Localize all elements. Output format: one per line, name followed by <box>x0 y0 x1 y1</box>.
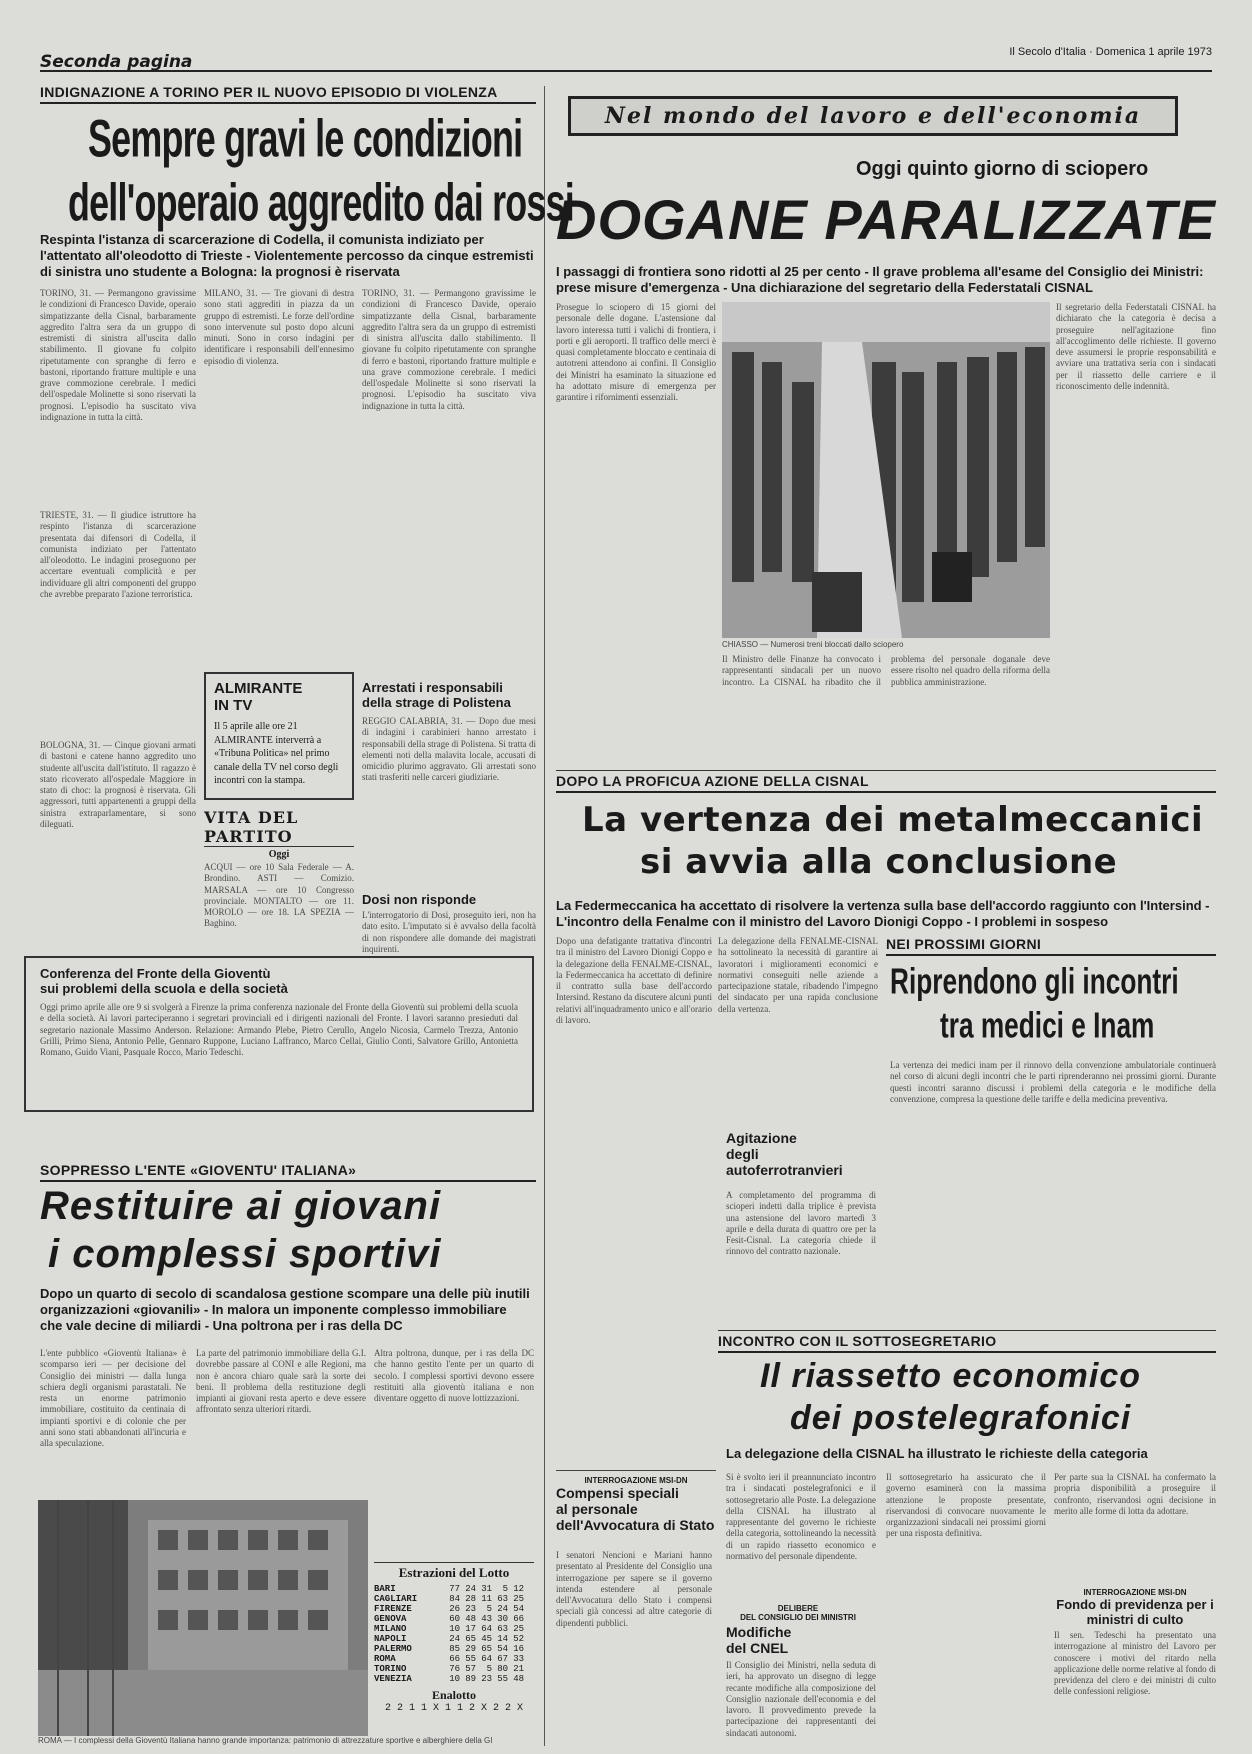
culto-body: Il sen. Tedeschi ha presentato una interrogazione al ministro del Lavoro per conoscere i motivi del ritardo nella applicazione delle norme relative al fondo di previdenza del clero e dei ministri di culto delle confessioni religiose. <box>1054 1630 1216 1697</box>
avvocatura-title-2: al personale <box>556 1501 638 1517</box>
lotto-number: 63 <box>497 1624 508 1634</box>
almirante-body: Il 5 aprile alle ore 21 ALMIRANTE interverrà a «Tribuna Politica» nel primo canale della TV nel corso degli incontri con la stampa. <box>214 721 339 786</box>
lotto-city: TORINO <box>374 1664 407 1674</box>
lotto-number: 64 <box>481 1654 492 1664</box>
lotto-number: 54 <box>497 1644 508 1654</box>
lotto-number: 84 <box>449 1594 460 1604</box>
lotto-number: 76 <box>449 1664 460 1674</box>
gioventu-headline-1: Restituire ai giovani <box>40 1184 442 1228</box>
poste-body-c: Per parte sua la CISNAL ha confermato la propria disponibilità a proseguire il confronto, riservandosi ogni decisione in merito alle forme di lotta da adottare. <box>1054 1472 1216 1516</box>
header-rule <box>40 70 1212 72</box>
gioventu-photo <box>38 1500 368 1736</box>
lotto-number: 77 <box>449 1584 460 1594</box>
lotto-number: 26 <box>449 1604 460 1614</box>
lotto-row <box>374 1664 534 1674</box>
avvocatura-title-1: Compensi speciali <box>556 1485 679 1501</box>
polistena-title: Arrestati i responsabili della strage di Polistena <box>362 680 511 710</box>
lotto-number: 48 <box>465 1614 476 1624</box>
lotto-row <box>374 1634 534 1644</box>
poste-kicker: INCONTRO CON IL SOTTOSEGRETARIO <box>718 1330 1216 1353</box>
lotto-city: CAGLIARI <box>374 1594 418 1604</box>
lotto-number: 43 <box>481 1614 492 1624</box>
poste-body-b: Il sottosegretario ha assicurato che il governo esaminerà con la massima attenzione le proposte presentate, riservandosi di convocare nuovamente le organizzazioni sindacali nei prossimi giorni per una risposta definitiva. <box>886 1472 1046 1539</box>
avvocatura-body: I senatori Nencioni e Mariani hanno presentato al Presidente del Consiglio una interrogazione per sapere se il governo intenda estendere al personale dell'Avvocatura dello Stato i compensi speciali già concessi ad altre categorie di dipendenti pubblici. <box>556 1550 712 1628</box>
lotto-row <box>374 1674 534 1684</box>
avvocatura-box <box>556 1476 716 1533</box>
lotto-table <box>374 1584 534 1684</box>
torino-body-c: BOLOGNA, 31. — Cinque giovani armati di bastoni e catene hanno aggredito uno studente all'uscita dall'istituto. Il ragazzo è stato ricoverato all'ospedale Maggiore in stato di choc: la prognosi è riservata. Gli aggressori, tutti appartenenti a gruppi della sinistra extraparlamentare, si sono dileguati. <box>40 740 196 829</box>
lotto-number: 63 <box>497 1594 508 1604</box>
lotto-number: 65 <box>481 1644 492 1654</box>
metal-body-b: La delegazione della FENALME-CISNAL ha sottolineato la necessità di garantire ai lavoratori i miglioramenti economici e normativi conseguiti nelle aziende a partecipazione statale, ribadendo l'impegno del sindacato per una rapida conclusione della vertenza. <box>718 936 878 1014</box>
lotto-number: 16 <box>513 1644 524 1654</box>
lotto-number: 48 <box>513 1674 524 1684</box>
lavoro-body-right: Il segretario della Federstatali CISNAL ha dichiarato che la categoria è decisa a proseguire nell'agitazione fino all'accoglimento delle richieste. Il governo deve assumersi le proprie responsabilità e avviare una trattativa seria con i sindacati per il riassetto delle carriere e il riconoscimento delle indennità. <box>1056 302 1216 391</box>
cnel-label-1: DELIBERE <box>777 1604 819 1613</box>
conferenza-title-2: sui problemi della scuola e della società <box>40 981 288 996</box>
lotto-city: BARI <box>374 1584 396 1594</box>
gioventu-body-c: Altra poltrona, dunque, per i ras della DC che hanno gestito l'ente per un quarto di secolo. I complessi sportivi devono essere restituiti alla gioventù italiana e non diventare oggetto di nuove lottizzazioni. <box>374 1348 534 1403</box>
lotto-number: 24 <box>465 1584 476 1594</box>
torino-headline-2: dell'operaio aggredito dai rossi <box>68 172 574 232</box>
torino-body-e: TORINO, 31. — Permangono gravissime le condizioni di Francesco Davide, operaio simpatizzante della Cisnal, barbaramente aggredito l'altra sera da un gruppo di estremisti di sinistra all'uscita dallo stabilimento. Il giovane fu colpito ripetutamente con spranghe di ferro e bastoni, riportando fratture multiple e una grave commozione cerebrale. I medici dell'ospedale Molinette si sono riservati la prognosi. L'episodio ha suscitato viva indignazione in tutta la città. <box>362 288 536 411</box>
partito-title: VITA DEL PARTITO <box>204 808 354 847</box>
torino-body-d: MILANO, 31. — Tre giovani di destra sono stati aggrediti in piazza da un gruppo di estremisti. Le forze dell'ordine sono intervenute sul posto dopo alcuni minuti. Sono in corso indagini per identificare i responsabili dell'ennesimo episodio di violenza. <box>204 288 354 366</box>
gioventu-kicker: SOPPRESSO L'ENTE «GIOVENTU' ITALIANA» <box>40 1162 536 1182</box>
dosi-body: L'interrogatorio di Dosi, proseguito ieri, non ha dato esito. L'imputato si è avvalso della facoltà di non rispondere alle domande dei magistrati inquirenti. <box>362 910 536 954</box>
almirante-title-1: ALMIRANTE <box>214 680 303 697</box>
medici-headline-1: Riprendono gli incontri <box>890 961 1179 1002</box>
lotto-city: MILANO <box>374 1624 407 1634</box>
lotto-number: 33 <box>513 1654 524 1664</box>
dateline: Il Secolo d'Italia · Domenica 1 aprile 1973 <box>1009 46 1212 58</box>
train-yard-illustration <box>722 302 1050 638</box>
dogane-photo-caption: CHIASSO — Numerosi treni bloccati dallo sciopero <box>722 640 904 649</box>
polistena-body: REGGIO CALABRIA, 31. — Dopo due mesi di indagini i carabinieri hanno arrestato i responsabili della strage di Polistena. Si tratta di elementi noti della malavita locale, accusati di omicidio plurimo aggravato. Gli arrestati sono stati trasferiti nelle carceri giudiziarie. <box>362 716 536 783</box>
metal-headline-2: si avvia alla conclusione <box>640 842 1118 882</box>
lotto-number: 80 <box>497 1664 508 1674</box>
lotto-row <box>374 1624 534 1634</box>
medici-headline-2: tra medici e Inam <box>940 1005 1155 1046</box>
lotto-city: ROMA <box>374 1654 396 1664</box>
lotto-number: 64 <box>481 1624 492 1634</box>
torino-deck: Respinta l'istanza di scarcerazione di Codella, il comunista indiziato per l'attentato all'oleodotto di Trieste - Violentemente percosso da cinque estremisti di sinistra uno studente a Bologna: la prognosi è riservata <box>40 232 534 279</box>
poste-headline-2: dei postelegrafonici <box>790 1399 1132 1437</box>
lavoro-banner <box>568 96 1178 136</box>
culto-label: INTERROGAZIONE MSI-DN <box>1083 1588 1187 1597</box>
poste-deck: La delegazione della CISNAL ha illustrato le richieste della categoria <box>726 1446 1148 1461</box>
gioventu-body-b: La parte del patrimonio immobiliare della G.I. dovrebbe passare al CONI e alle Regioni, ma non è ancora chiaro quale sarà la sorte dei beni. Il problema della restituzione degli impianti ai giovani resta aperto e deve essere affrontato senza ulteriori ritardi. <box>196 1348 366 1415</box>
metal-headline-1: La vertenza dei metalmeccanici <box>582 800 1204 840</box>
lotto-row <box>374 1614 534 1624</box>
lotto-number: 25 <box>513 1594 524 1604</box>
section-title: Seconda pagina <box>40 52 193 72</box>
lotto-number: 10 <box>449 1624 460 1634</box>
lotto-city: GENOVA <box>374 1614 407 1624</box>
lotto-row <box>374 1584 534 1594</box>
lotto-city: PALERMO <box>374 1644 412 1654</box>
lotto-number: 14 <box>497 1634 508 1644</box>
lotto-number: 21 <box>513 1664 524 1674</box>
lotto-row <box>374 1644 534 1654</box>
gioventu-photo-caption: ROMA — I complessi della Gioventù Italiana hanno grande importanza: patrimonio di attrezzature sportive e alberghiere della GI <box>38 1736 493 1745</box>
cnel-body: Il Consiglio dei Ministri, nella seduta di ieri, ha approvato un disegno di legge recante modifiche alla composizione del Consiglio nazionale dell'economia e del lavoro. Il provvedimento prevede la partecipazione dei rappresentanti dei sindacati autonomi. <box>726 1660 876 1738</box>
lotto-number: 57 <box>465 1664 476 1674</box>
poste-body-a: Si è svolto ieri il preannunciato incontro tra i sindacati postelegrafonici e il sottosegretario alle Poste. La delegazione della CISNAL ha illustrato al rappresentante del governo le richieste della categoria, sottolineando la necessità di un rapido riassetto economico e normativo del personale dipendente. <box>726 1472 876 1561</box>
lavoro-deck: I passaggi di frontiera sono ridotti al 25 per cento - Il grave problema all'esame del Consiglio dei Ministri: prese misure d'emergenza - Una dichiarazione del segretario della Federstatali CISNAL <box>556 264 1204 295</box>
lotto-number: 10 <box>449 1674 460 1684</box>
autoferro-title-1: Agitazione <box>726 1130 797 1146</box>
gioventu-body-a: L'ente pubblico «Gioventù Italiana» è scomparso ieri — per decisione del Consiglio dei ministri — dalla lunga schiera degli organismi parastatali. Ne resta un enorme patrimonio immobiliare, costituito da centinaia di impianti sportivi e di colonie che per anni sono stati abbandonati all'incuria e alla speculazione. <box>40 1348 186 1448</box>
gioventu-headline-2: i complessi sportivi <box>48 1232 442 1276</box>
conferenza-body: Oggi primo aprile alle ore 9 si svolgerà a Firenze la prima conferenza nazionale del Fronte della Gioventù sui problemi della scuola e della società. Ai lavori parteciperanno i segretari provinciali ed i dirigenti nazionali del Fronte. I lavori saranno presieduti dal segretario nazionale Massimo Anderson. Relazione: Armando Plebe, Pietro Cerullo, Angelo Nicosia, Carmelo Trezza, Antonio Grilli, Primo Siena, Antonio Pelle, Gennaro Ruppone, Luciano Laffranco, Marco Cellai, Giulio Conti, Salvatore Grillo, Antonietta Romano, Guido Viani, Pasquale Rocco, Mario Tedeschi. <box>40 1002 518 1057</box>
autoferro-title <box>726 1130 876 1178</box>
cnel-title-1: Modifiche <box>726 1624 792 1640</box>
lotto-city: VENEZIA <box>374 1674 412 1684</box>
torino-body-a: TORINO, 31. — Permangono gravissime le condizioni di Francesco Davide, operaio simpatizzante della Cisnal, barbaramente aggredito l'altra sera da un gruppo di estremisti di sinistra all'uscita dallo stabilimento. Il giovane fu colpito ripetutamente con spranghe di ferro e bastoni, riportando fratture multiple e una grave commozione cerebrale. I medici dell'ospedale Molinette si sono riservati la prognosi. L'episodio ha suscitato viva indignazione in tutta la città. <box>40 288 196 422</box>
gioventu-deck: Dopo un quarto di secolo di scandalosa gestione scompare una delle più inutili organizzazioni «giovanili» - In malora un imponente complesso immobiliare che vale decine di miliardi - Una poltrona per i ras della DC <box>40 1286 530 1333</box>
torino-kicker: INDIGNAZIONE A TORINO PER IL NUOVO EPISODIO DI VIOLENZA <box>40 84 536 104</box>
lavoro-body-bottom: Il Ministro delle Finanze ha convocato i rappresentanti sindacali per un nuovo incontro. La CISNAL ha ribadito che il problema del personale doganale deve essere risolto nel quadro della riforma della pubblica amministrazione. <box>722 654 1050 687</box>
cnel-label-2: DEL CONSIGLIO DEI MINISTRI <box>740 1613 856 1622</box>
lotto-number: 65 <box>465 1634 476 1644</box>
culto-title: Fondo di previdenza per i ministri di culto <box>1056 1597 1214 1627</box>
lotto-number: 29 <box>465 1644 476 1654</box>
lotto-number: 52 <box>513 1634 524 1644</box>
lotto-number: 12 <box>513 1584 524 1594</box>
lotto-city: FIRENZE <box>374 1604 412 1614</box>
dogane-photo <box>722 302 1050 638</box>
enalotto-values: 2 2 1 1 X 1 1 2 X 2 2 X <box>384 1703 524 1714</box>
torino-headline-1: Sempre gravi le condizioni <box>88 108 523 168</box>
lotto-number: 24 <box>497 1604 508 1614</box>
center-column-rule <box>544 86 545 1746</box>
autoferro-body: A completamento del programma di scioperi indetti dalla triplice è prevista una astensione del lavoro martedì 3 aprile e della durata di quattro ore per la Fesit-Cisnal. La categoria chiede il rinnovo del contratto nazionale. <box>726 1190 876 1257</box>
lotto-number: 30 <box>497 1614 508 1624</box>
lavoro-over: Oggi quinto giorno di sciopero <box>856 158 1149 180</box>
lotto-title: Estrazioni del Lotto <box>374 1562 534 1581</box>
lavoro-headline: DOGANE PARALIZZATE <box>556 188 1216 251</box>
lotto-number: 89 <box>465 1674 476 1684</box>
almirante-title-2: IN TV <box>214 697 253 714</box>
lotto-number: 31 <box>481 1584 492 1594</box>
torino-body-b: TRIESTE, 31. — Il giudice istruttore ha respinto l'istanza di scarcerazione presentata dai difensori di Codella, il comunista indiziato per l'attentato all'oleodotto. Le indagini proseguono per accertare eventuali complicità e per individuare gli altri componenti del gruppo che avrebbe preparato l'azione terroristica. <box>40 510 196 599</box>
lotto-number: 23 <box>465 1604 476 1614</box>
medici-body: La vertenza dei medici inam per il rinnovo della convenzione ambulatoriale continuerà nel corso di alcuni degli incontri che le parti riprenderanno nei prossimi giorni. Durante questi incontri saranno discussi i problemi della categoria e le modifiche della convenzione, compresa la questione delle tariffe e della medicina preventiva. <box>890 1060 1216 1104</box>
lotto-number: 28 <box>465 1594 476 1604</box>
avvocatura-rule <box>556 1470 716 1471</box>
lotto-number: 67 <box>497 1654 508 1664</box>
lotto-number: 66 <box>513 1614 524 1624</box>
conferenza-box <box>24 956 534 1112</box>
lotto-row <box>374 1594 534 1604</box>
lotto-number: 24 <box>449 1634 460 1644</box>
lotto-number: 5 <box>486 1604 492 1614</box>
partito-box <box>204 808 354 938</box>
building-photo-illustration <box>38 1500 368 1736</box>
lotto-number: 23 <box>481 1674 492 1684</box>
almirante-box <box>204 672 354 800</box>
avvocatura-title-3: dell'Avvocatura di Stato <box>556 1517 715 1533</box>
poste-headline-1: Il riassetto economico <box>760 1357 1141 1395</box>
lotto-number: 25 <box>513 1624 524 1634</box>
metal-deck: La Federmeccanica ha accettato di risolvere la vertenza sulla base dell'accordo raggiunto con l'Intersind - L'incontro della Fenalme con il ministro del Lavoro Dionigi Coppo - I problemi in sospeso <box>556 898 1210 929</box>
cnel-box <box>718 1604 878 1622</box>
lotto-number: 5 <box>486 1664 492 1674</box>
autoferro-title-2: degli <box>726 1146 759 1162</box>
lotto-number: 5 <box>502 1584 508 1594</box>
lotto-row <box>374 1604 534 1614</box>
conferenza-title-1: Conferenza del Fronte della Gioventù <box>40 966 271 981</box>
dosi-title: Dosi non risponde <box>362 892 477 907</box>
lavoro-body-left: Prosegue lo sciopero di 15 giorni del personale delle dogane. L'astensione dal lavoro interessa tutti i valichi di frontiera, i porti e gli aeroporti. Il traffico delle merci è quasi completamente bloccato e centinaia di autotreni attendono ai confini. Il Consiglio dei Ministri ha esaminato la situazione ed ha adottato misure di emergenza per garantire i rifornimenti essenziali. <box>556 302 716 402</box>
metal-kicker: DOPO LA PROFICUA AZIONE DELLA CISNAL <box>556 770 1216 793</box>
lotto-number: 45 <box>481 1634 492 1644</box>
avvocatura-label: INTERROGAZIONE MSI-DN <box>584 1476 688 1485</box>
partito-body: ACQUI — ore 10 Sala Federale — A. Brondino. ASTI — Comizio. MARSALA — ore 10 Congresso provinciale. MONTALTO — ore 11. MOROLO — ore 18. LA SPEZIA — Baghino. <box>204 862 354 929</box>
lotto-number: 66 <box>449 1654 460 1664</box>
enalotto-label: Enalotto <box>431 1688 476 1702</box>
lotto-box <box>374 1562 534 1748</box>
lotto-row <box>374 1654 534 1664</box>
lotto-number: 60 <box>449 1614 460 1624</box>
autoferro-title-3: autoferrotranvieri <box>726 1162 843 1178</box>
lotto-number: 55 <box>497 1674 508 1684</box>
medici-kicker: NEI PROSSIMI GIORNI <box>886 936 1216 956</box>
partito-subtitle: Oggi <box>268 849 290 860</box>
lotto-number: 54 <box>513 1604 524 1614</box>
lavoro-banner-text: Nel mondo del lavoro e dell'economia <box>604 103 1142 129</box>
lotto-number: 11 <box>481 1594 492 1604</box>
cnel-title <box>726 1624 876 1656</box>
culto-box <box>1054 1588 1216 1627</box>
lotto-city: NAPOLI <box>374 1634 407 1644</box>
lotto-number: 17 <box>465 1624 476 1634</box>
lotto-number: 85 <box>449 1644 460 1654</box>
metal-body-a: Dopo una defatigante trattativa d'incontri tra il ministro del Lavoro Dionigi Coppo e la delegazione della FENALME-CISNAL, la Federmeccanica ha accettato di definire il contratto sulla base dell'accordo Intersind. Restano da discutere alcuni punti relativi all'inquadramento unico e all'orario di lavoro. <box>556 936 712 1025</box>
cnel-title-2: del CNEL <box>726 1640 789 1656</box>
lotto-number: 55 <box>465 1654 476 1664</box>
